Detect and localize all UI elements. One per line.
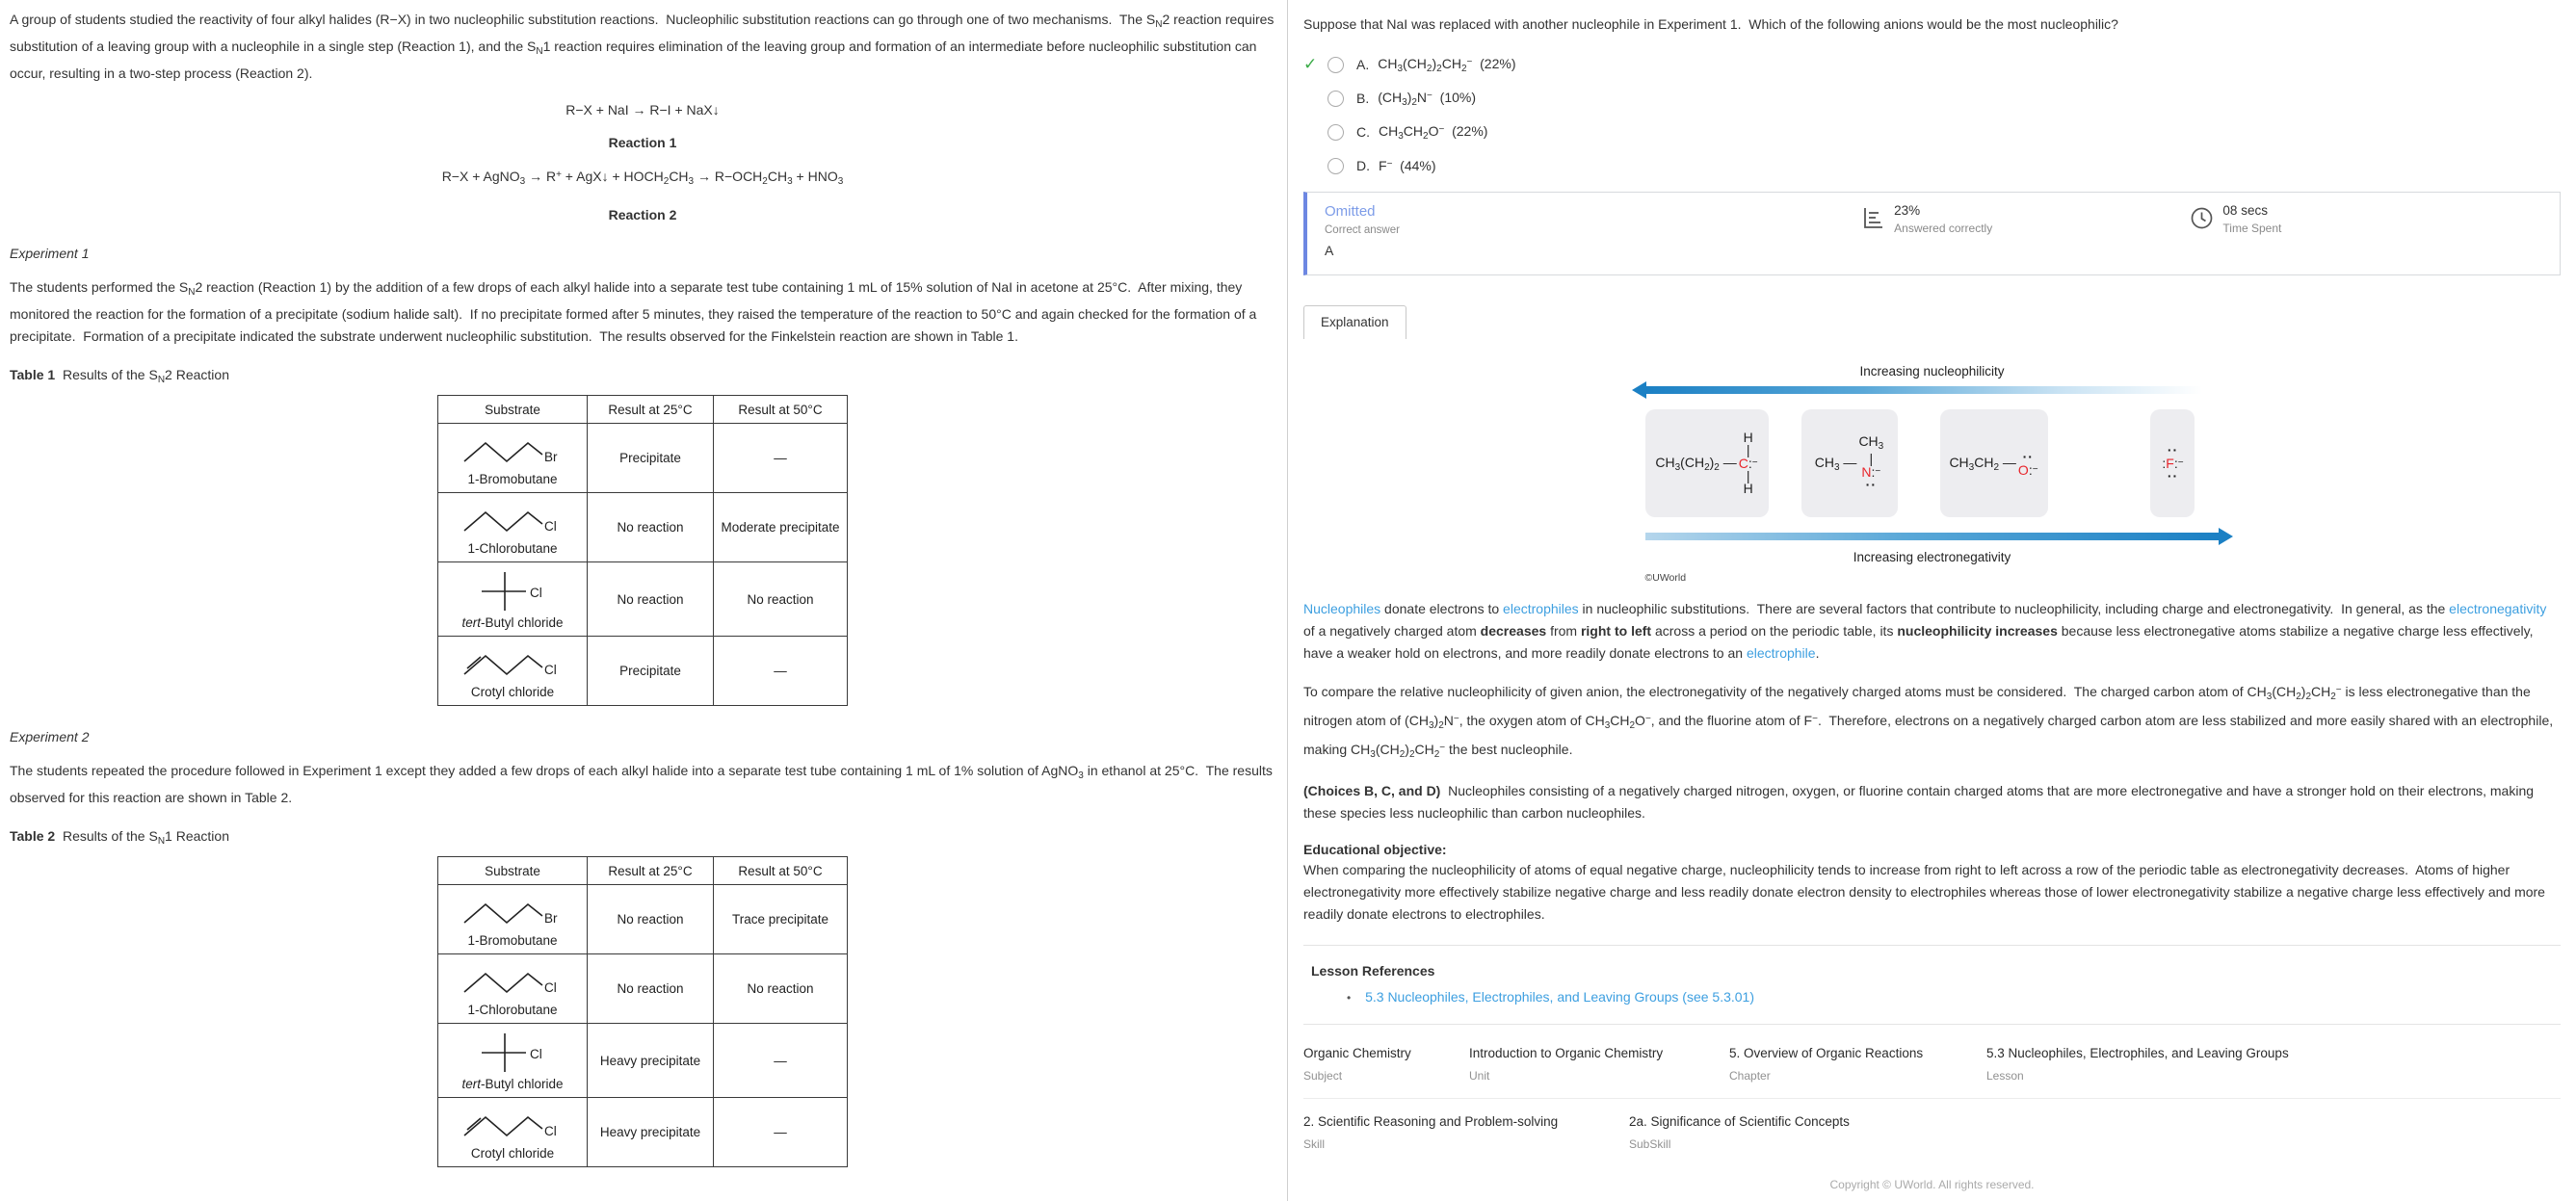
link-electrophiles[interactable]: electrophiles: [1503, 601, 1579, 616]
left-arrow: [1645, 386, 2220, 394]
link-nucleophiles[interactable]: Nucleophiles: [1303, 601, 1381, 616]
substrate-name: 1-Bromobutane: [467, 932, 558, 948]
subject-value: Organic Chemistry: [1303, 1046, 1411, 1060]
table1-header-50c: Result at 50°C: [714, 396, 848, 424]
tab-explanation[interactable]: Explanation: [1303, 305, 1406, 339]
result-25c: No reaction: [588, 954, 714, 1024]
figure-bottom-label: Increasing electronegativity: [1853, 550, 2011, 564]
structure-1-chlorobutane: [459, 961, 566, 1002]
uworld-credit: ©UWorld: [1644, 572, 1687, 584]
correct-check-icon: ✓: [1303, 55, 1318, 73]
table-row: [438, 954, 848, 1024]
choice-c-radio[interactable]: [1327, 124, 1344, 141]
choice-d[interactable]: [1303, 155, 2561, 176]
subskill-value: 2a. Significance of Scientific Concepts: [1629, 1114, 1850, 1129]
structure-tert-butyl-chloride: [464, 1030, 561, 1076]
figure-top-label: Increasing nucleophilicity: [1859, 364, 2005, 379]
table2-header-substrate: Substrate: [438, 857, 588, 885]
educational-objective-text: When comparing the nucleophilicity of atoms of equal negative charge, nucleophilicity tends to increase from right to left across a row of the periodic table as electronegativity decreases. Atoms of higher electronegativity more effectively stabilize negative charge and less readily donate electron density to electrophiles whereas those of lower electronegativity stabilize a negative charge less effectively and more readily donate electrons to electrophiles.: [1303, 862, 2545, 922]
substrate-name: 1-Chlorobutane: [467, 1002, 558, 1017]
nucleophilicity-figure: [1645, 364, 2220, 584]
svg-text:Br: Br: [544, 449, 558, 464]
table1-header-25c: Result at 25°C: [588, 396, 714, 424]
svg-text:Cl: Cl: [544, 1123, 557, 1138]
result-25c: No reaction: [588, 493, 714, 562]
reaction2-equation: R−X + AgNO$_3$ → R+ + AgX↓ + $HOCH_2CH_3 \to R-OCH_2CH_3 + HNO_3$: [441, 169, 844, 187]
result-50c: —: [714, 637, 848, 706]
subskill-label: SubSkill: [1629, 1137, 1671, 1151]
table-row: [438, 493, 848, 562]
skill-value: 2. Scientific Reasoning and Problem-solving: [1303, 1114, 1559, 1129]
result-50c: —: [714, 424, 848, 493]
table-row: [438, 637, 848, 706]
explanation-paragraph-2: To compare the relative nucleophilicity of given anion, the electronegativity of the negatively charged atoms must be considered. The charged carbon atom of $CH_3(CH_2)_2CH_2^-$ is less electronegative than the nitrogen atom of $(CH_3)_2N^-$, the oxygen atom of $CH_3CH_2O^-$, and the fluorine atom of F−. Therefore, electrons on a negatively charged carbon atom are less stabilized and more easily shared with an electrophile, making $CH_3(CH_2)_2CH_2^-$ the best nucleophile.: [1303, 684, 2554, 760]
metadata-row-2: [1303, 1098, 2561, 1151]
bar-chart-icon: [1860, 205, 1886, 231]
table2-caption: Table 2 Results of the $S_N1$ Reaction: [10, 828, 229, 847]
choice-letter: C.: [1356, 124, 1370, 140]
table2-header-25c: Result at 25°C: [588, 857, 714, 885]
table-row: [438, 424, 848, 493]
question-text: Suppose that NaI was replaced with another nucleophile in Experiment 1. Which of the following anions would be the most nucleophilic?: [1303, 16, 2118, 32]
choice-c[interactable]: [1303, 121, 2561, 143]
skill-label: Skill: [1303, 1137, 1326, 1151]
divider: [1303, 1024, 2561, 1025]
answer-choices: [1303, 54, 2561, 176]
choice-letter: B.: [1356, 91, 1370, 106]
chapter-label: Chapter: [1729, 1069, 1771, 1083]
result-25c: Precipitate: [588, 637, 714, 706]
right-arrow: [1645, 533, 2220, 540]
table2-sn1-results: [437, 856, 848, 1167]
subject-label: Subject: [1303, 1069, 1343, 1083]
reaction1-equation: R−X + NaI → R−I + NaX↓: [565, 102, 720, 117]
reaction2-label: Reaction 2: [608, 207, 677, 222]
substrate-name: 1-Chlorobutane: [467, 540, 558, 556]
result-25c: Heavy precipitate: [588, 1024, 714, 1098]
structure-1-bromobutane: [459, 431, 566, 471]
result-50c: Trace precipitate: [714, 885, 848, 954]
passage-intro: A group of students studied the reactivity of four alkyl halides (R−X) in two nucleophilic substitution reactions. Nucleophilic substitution reactions can go through one of two mechanisms. The $S_N2$ reaction requires substitution of a leaving group with a nucleophile in a single step (Reaction 1), and the $S_N1$ reaction requires elimination of the leaving group and formation of an intermediate before nucleophilic substitution can occur, resulting in a two-step process (Reaction 2).: [10, 12, 1275, 81]
link-electrophile[interactable]: electrophile: [1746, 645, 1816, 661]
svg-text:Cl: Cl: [544, 979, 557, 995]
table2-header-50c: Result at 50°C: [714, 857, 848, 885]
lesson-reference-link[interactable]: 5.3 Nucleophiles, Electrophiles, and Leaving Groups (see 5.3.01): [1365, 989, 1755, 1005]
copyright-notice: Copyright © UWorld. All rights reserved.: [1829, 1178, 2035, 1191]
svg-text:Cl: Cl: [530, 586, 542, 600]
lesson-references-heading: Lesson References: [1311, 963, 1435, 979]
result-25c: Heavy precipitate: [588, 1098, 714, 1167]
result-25c: No reaction: [588, 885, 714, 954]
choice-text: $(CH_3)_2N^-$ (10%): [1378, 89, 1477, 108]
divider: [1303, 945, 2561, 946]
svg-text:Cl: Cl: [544, 662, 557, 677]
educational-objective-heading: Educational objective:: [1303, 842, 1447, 857]
link-electronegativity[interactable]: electronegativity: [2449, 601, 2547, 616]
choice-text: $CH_3(CH_2)_2CH_2^-$ (22%): [1378, 55, 1516, 74]
structure-fluoride: ·· :F:− ··: [2150, 409, 2195, 517]
result-50c: —: [714, 1024, 848, 1098]
choice-b-radio[interactable]: [1327, 91, 1344, 107]
svg-text:Cl: Cl: [544, 518, 557, 534]
result-50c: No reaction: [714, 954, 848, 1024]
svg-text:Br: Br: [544, 910, 558, 926]
substrate-name: 1-Bromobutane: [467, 471, 558, 486]
result-25c: Precipitate: [588, 424, 714, 493]
substrate-name: tert-Butyl chloride: [461, 1077, 564, 1091]
experiment1-heading: Experiment 1: [10, 246, 90, 261]
choice-a[interactable]: [1303, 54, 2561, 75]
table1-caption: Table 1 Results of the $S_N2$ Reaction: [10, 367, 229, 385]
bullet-icon: •: [1347, 991, 1352, 1005]
substrate-name: Crotyl chloride: [470, 1145, 555, 1161]
choice-letter: A.: [1356, 57, 1370, 72]
structure-tert-butyl-chloride: [464, 568, 561, 614]
choice-b[interactable]: [1303, 88, 2561, 109]
result-25c: No reaction: [588, 562, 714, 637]
lesson-value: 5.3 Nucleophiles, Electrophiles, and Leaving Groups: [1986, 1046, 2289, 1060]
choice-letter: D.: [1356, 158, 1370, 173]
time-spent: 08 secs: [2222, 203, 2268, 218]
result-50c: Moderate precipitate: [714, 493, 848, 562]
result-50c: No reaction: [714, 562, 848, 637]
experiment2-heading: Experiment 2: [10, 729, 90, 744]
table-row: [438, 562, 848, 637]
metadata-row-1: [1303, 1046, 2561, 1083]
unit-label: Unit: [1469, 1069, 1490, 1083]
choice-d-radio[interactable]: [1327, 158, 1344, 174]
substrate-name: tert-Butyl chloride: [461, 615, 564, 630]
svg-text:Cl: Cl: [530, 1047, 542, 1061]
structure-1-bromobutane: [459, 892, 566, 932]
explanation-paragraph-3: (Choices B, C, and D) Nucleophiles consisting of a negatively charged nitrogen, oxygen, or fluorine contain charged atoms that are more electronegative and have a stronger hold on their electrons, making these species less nucleophilic than carbon nucleophiles.: [1303, 783, 2535, 821]
structure-butyl-carbanion: $CH_3(CH_2)_2$ — H | C:− | H: [1645, 409, 1769, 517]
percent-correct-label: Answered correctly: [1894, 222, 1993, 235]
structure-ethoxide: $CH_3CH_2$ — ·· O:−: [1940, 409, 2048, 517]
choice-a-radio[interactable]: [1327, 57, 1344, 73]
table1-sn2-results: [437, 395, 848, 706]
structure-crotyl-chloride: [459, 643, 566, 684]
clock-icon: [2189, 205, 2215, 231]
choice-text: $CH_3CH_2O^-$ (22%): [1379, 122, 1488, 142]
question-pane: [1288, 0, 2576, 1201]
choice-text: F− (44%): [1379, 158, 1436, 173]
experiment2-text: The students repeated the procedure followed in Experiment 1 except they added a few drops of each alkyl halide into a separate test tube containing 1 mL of 1% solution of AgNO$_3$ in ethanol at 25°C. The results observed for this reaction are shown in Table 2.: [10, 763, 1273, 805]
table-row: [438, 885, 848, 954]
lesson-label: Lesson: [1986, 1069, 2024, 1083]
percent-correct: 23%: [1894, 203, 1921, 218]
result-50c: —: [714, 1098, 848, 1167]
chapter-value: 5. Overview of Organic Reactions: [1729, 1046, 1924, 1060]
unit-value: Introduction to Organic Chemistry: [1469, 1046, 1664, 1060]
status-badge: Omitted: [1325, 203, 1376, 220]
structure-1-chlorobutane: [459, 500, 566, 540]
time-spent-label: Time Spent: [2222, 222, 2282, 235]
table-row: [438, 1024, 848, 1098]
stats-card: [1303, 192, 2561, 275]
structure-crotyl-chloride: [459, 1105, 566, 1145]
correct-answer-label: Correct answer: [1325, 224, 1400, 236]
table-row: [438, 1098, 848, 1167]
reaction1-label: Reaction 1: [608, 135, 677, 150]
experiment1-text: The students performed the $S_N2$ reaction (Reaction 1) by the addition of a few drops of each alkyl halide into a separate test tube containing 1 mL of 15% solution of NaI in acetone at 25°C. After mixing, they monitored the reaction for the formation of a precipitate (sodium halide salt). If no precipitate formed after 5 minutes, they raised the temperature of the reaction to 50°C and again checked for the formation of a precipitate. Formation of a precipitate indicated the substrate underwent nucleophilic substitution. The results observed for the Finkelstein reaction are shown in Table 1.: [10, 279, 1257, 344]
table1-header-substrate: Substrate: [438, 396, 588, 424]
structure-dimethylamide: $CH_3$ — $CH_3$ | N:− ··: [1801, 409, 1898, 517]
explanation-paragraph-1: Nucleophiles donate electrons to electrophiles in nucleophilic substitutions. There are several factors that contribute to nucleophilicity, including charge and electronegativity. In general, as the electronegativity of a negatively charged atom decreases from right to left across a period on the periodic table, its nucleophilicity increases because less electronegative atoms stabilize a negative charge less effectively, have a weaker hold on electrons, and more readily donate electrons to an electrophile.: [1303, 601, 2547, 661]
list-item: [1347, 989, 2561, 1005]
correct-answer-value: A: [1325, 243, 1334, 258]
substrate-name: Crotyl chloride: [470, 684, 555, 699]
